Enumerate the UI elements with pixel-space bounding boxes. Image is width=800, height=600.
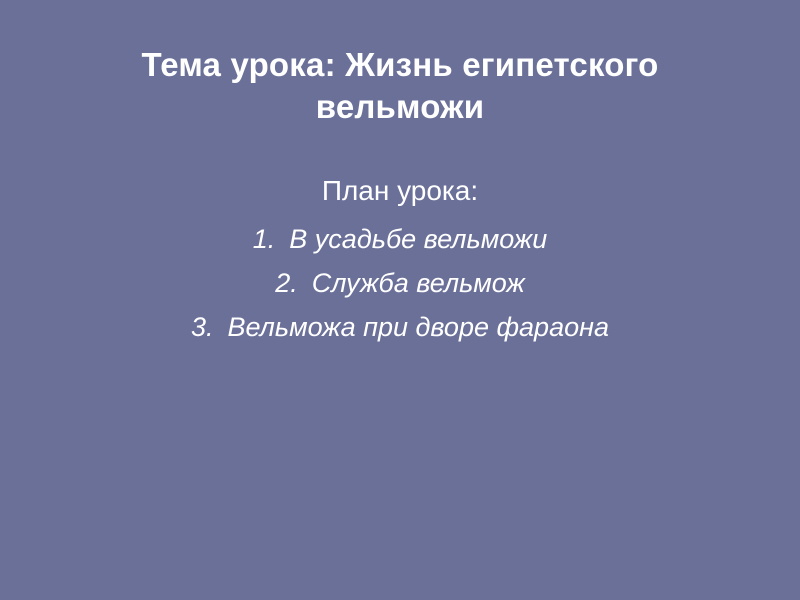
list-item-label: Служба вельмож xyxy=(311,267,525,298)
list-item-number: 3. xyxy=(191,311,214,342)
lesson-plan-block xyxy=(0,174,800,349)
plan-list xyxy=(40,218,760,349)
list-item-number: 2. xyxy=(275,267,298,298)
list-item xyxy=(40,262,760,306)
list-item-label: В усадьбе вельможи xyxy=(289,224,548,255)
plan-heading: План урока: xyxy=(321,175,479,207)
list-item xyxy=(40,218,760,262)
list-item-label: Вельможа при дворе фараона xyxy=(227,311,609,342)
list-item-number: 1. xyxy=(252,224,276,255)
page-title: Тема урока: Жизнь египетского вельможи xyxy=(141,46,659,126)
list-item xyxy=(40,306,760,350)
